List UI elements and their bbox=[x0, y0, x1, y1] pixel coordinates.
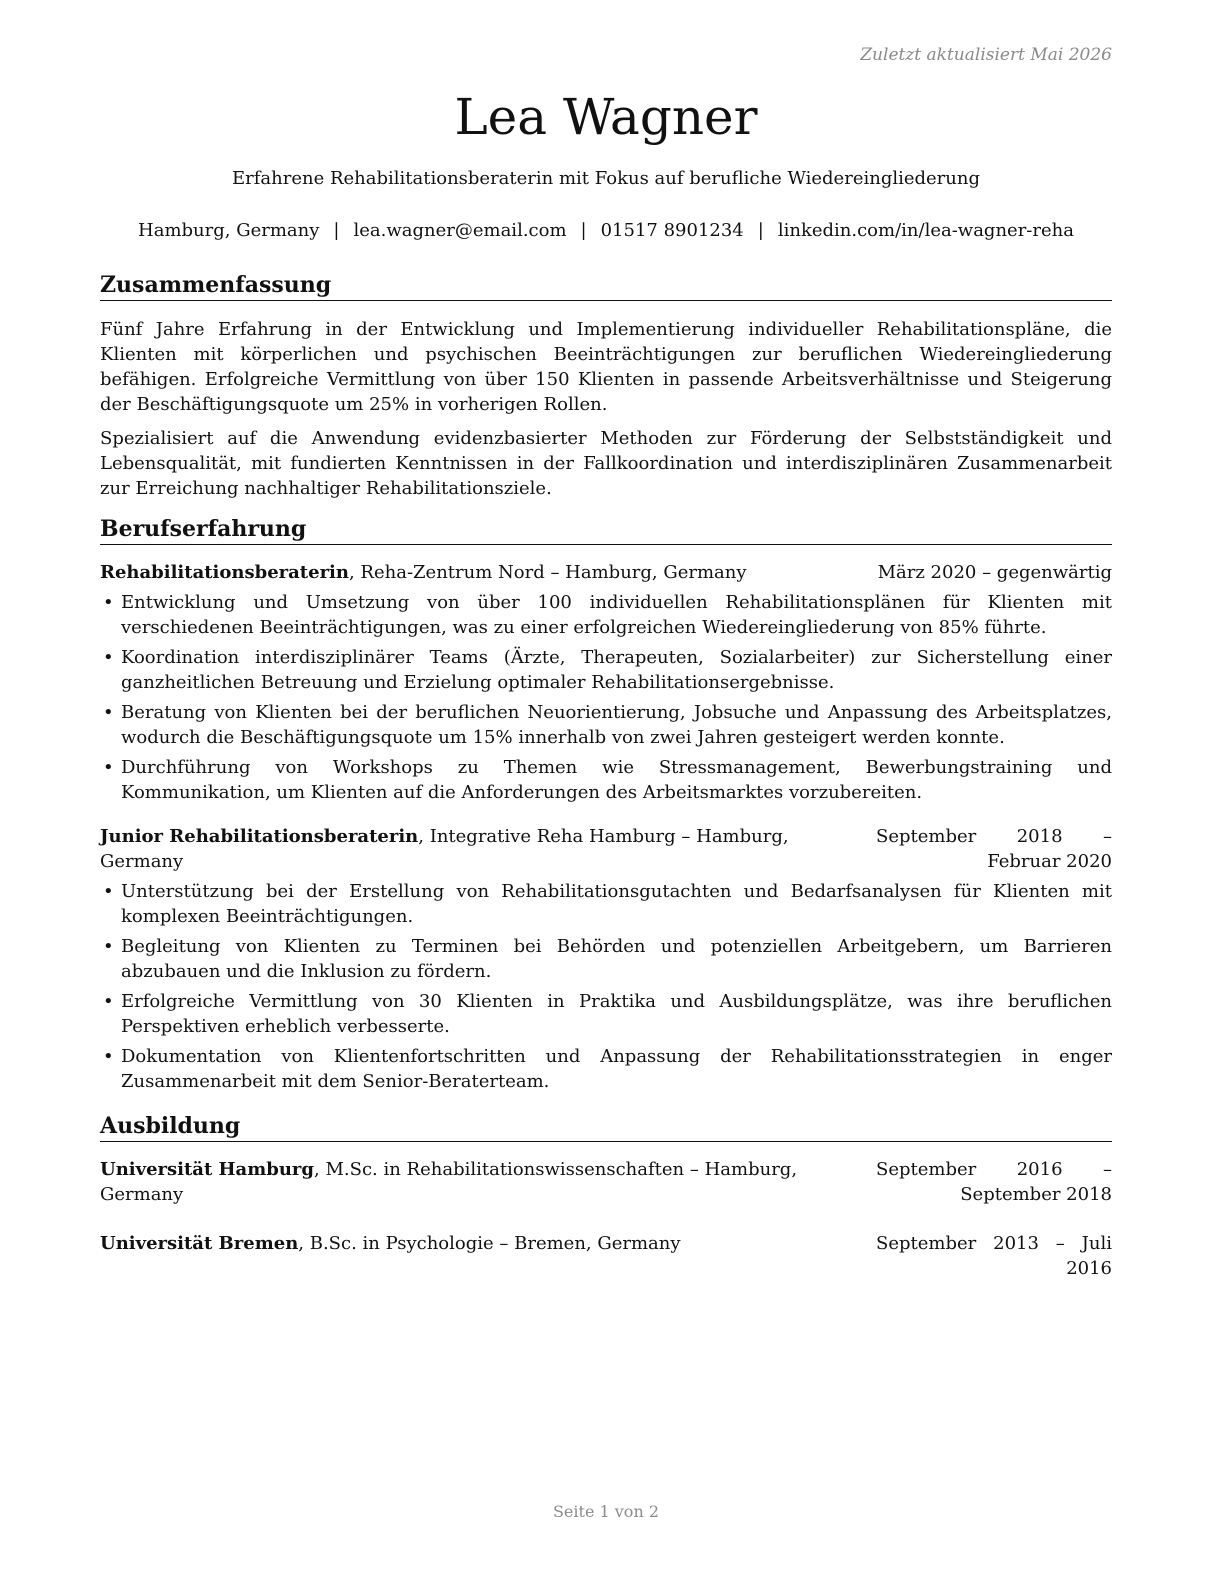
education-header bbox=[100, 1231, 1112, 1281]
job-organization: , Integrative Reha Hamburg – Hamburg, Germany bbox=[100, 826, 789, 872]
contact-separator: | bbox=[333, 220, 340, 241]
bullet-text: Begleitung von Klienten zu Terminen bei Behörden und potenziellen Arbeitgebern, um Barrieren abzubauen und die Inklusion zu fördern. bbox=[121, 936, 1112, 982]
job-role: Rehabilitationsberaterin bbox=[100, 562, 349, 583]
candidate-name: Lea Wagner bbox=[454, 88, 758, 146]
bullet-text: Durchführung von Workshops zu Themen wie Stressmanagement, Bewerbungstraining und Kommunikation, um Klienten auf die Anforderungen des Arbeitsmarktes vorzubereiten. bbox=[121, 757, 1112, 803]
bullet-text: Koordination interdisziplinärer Teams (Ärzte, Therapeuten, Sozialarbeiter) zur Sicherstellung einer ganzheitlichen Betreuung und Erzielung optimaler Rehabilitationsergebnisse. bbox=[121, 647, 1112, 693]
bullet-icon: • bbox=[103, 991, 114, 1012]
bullet-text: Beratung von Klienten bei der beruflichen Neuorientierung, Jobsuche und Anpassung des Arbeitsplatzes, wodurch die Beschäftigungsquote um 15% innerhalb von zwei Jahren gesteigert werden konnte. bbox=[121, 702, 1112, 748]
section-title-experience: Berufserfahrung bbox=[100, 515, 1112, 545]
bullet-text: Dokumentation von Klientenfortschritten und Anpassung der Rehabilitationsstrategien in enger Zusammenarbeit mit dem Senior-Beraterteam. bbox=[121, 1046, 1112, 1092]
education-degree: , B.Sc. in Psychologie – Bremen, Germany bbox=[298, 1233, 681, 1254]
education-degree: , M.Sc. in Rehabilitationswissenschaften – Hamburg, Germany bbox=[100, 1159, 798, 1205]
bullet-icon: • bbox=[103, 1046, 114, 1067]
education-header bbox=[100, 1157, 1112, 1207]
list-item bbox=[100, 590, 1112, 640]
bullet-icon: • bbox=[103, 592, 114, 613]
bullet-text: Erfolgreiche Vermittlung von 30 Klienten in Praktika und Ausbildungsplätze, was ihre beruflichen Perspektiven erheblich verbesserte. bbox=[121, 991, 1112, 1037]
bullet-icon: • bbox=[103, 936, 114, 957]
experience-section bbox=[100, 515, 1112, 1099]
job-bullets bbox=[100, 590, 1112, 805]
list-item bbox=[100, 645, 1112, 695]
bullet-text: Unterstützung bei der Erstellung von Rehabilitationsgutachten und Bedarfsanalysen für Klienten mit komplexen Beeinträchtigungen. bbox=[121, 881, 1112, 927]
bullet-icon: • bbox=[103, 647, 114, 668]
last-updated: Zuletzt aktualisiert Mai 2026 bbox=[860, 45, 1112, 65]
education-school: Universität Hamburg bbox=[100, 1159, 315, 1180]
job-header bbox=[100, 560, 1112, 585]
contact-separator: | bbox=[757, 220, 764, 241]
contact-phone: 01517 8901234 bbox=[600, 220, 744, 241]
section-title-summary: Zusammenfassung bbox=[100, 271, 1112, 301]
job-header bbox=[100, 824, 1112, 874]
section-title-education: Ausbildung bbox=[100, 1112, 1112, 1142]
job-bullets bbox=[100, 879, 1112, 1094]
job-entry bbox=[100, 824, 1112, 1094]
bullet-icon: • bbox=[103, 702, 114, 723]
job-entry bbox=[100, 560, 1112, 805]
education-section bbox=[100, 1112, 1112, 1281]
list-item bbox=[100, 755, 1112, 805]
contact-line bbox=[100, 219, 1112, 243]
resume-page bbox=[100, 0, 1112, 1584]
list-item bbox=[100, 989, 1112, 1039]
list-item bbox=[100, 934, 1112, 984]
job-dates: März 2020 – gegenwärtig bbox=[877, 562, 1112, 583]
contact-linkedin[interactable]: linkedin.com/in/lea-wagner-reha bbox=[777, 220, 1074, 241]
education-dates: September 2013 – Juli 2016 bbox=[876, 1233, 1112, 1279]
summary-paragraph: Spezialisiert auf die Anwendung evidenzbasierter Methoden zur Förderung der Selbstständigkeit und Lebensqualität, mit fundierten Kenntnissen in der Fallkoordination und interdisziplinären Zusammenarbeit zur Erreichung nachhaltiger Rehabilitationsziele. bbox=[100, 428, 1112, 499]
contact-separator: | bbox=[580, 220, 587, 241]
bullet-icon: • bbox=[103, 757, 114, 778]
education-entry bbox=[100, 1157, 1112, 1207]
list-item bbox=[100, 879, 1112, 929]
contact-email[interactable]: lea.wagner@email.com bbox=[353, 220, 567, 241]
headline: Erfahrene Rehabilitationsberaterin mit Fokus auf berufliche Wiedereingliederung bbox=[232, 168, 980, 189]
summary-paragraph: Fünf Jahre Erfahrung in der Entwicklung und Implementierung individueller Rehabilitationspläne, die Klienten mit körperlichen und psychischen Beeinträchtigungen zur beruflichen Wiedereingliederung befähigen. Erfolgreiche Vermittlung von über 150 Klienten in passende Arbeitsverhältnisse und Steigerung der Beschäftigungsquote um 25% in vorherigen Rollen. bbox=[100, 319, 1112, 415]
list-item bbox=[100, 700, 1112, 750]
bullet-text: Entwicklung und Umsetzung von über 100 individuellen Rehabilitationsplänen für Klienten mit verschiedenen Beeinträchtigungen, was zu einer erfolgreichen Wiedereingliederung von 85% führte. bbox=[121, 592, 1112, 638]
job-role: Junior Rehabilitationsberaterin bbox=[100, 826, 419, 847]
list-item bbox=[100, 1044, 1112, 1094]
education-dates: September 2016 – September 2018 bbox=[876, 1159, 1112, 1205]
job-dates: September 2018 – Februar 2020 bbox=[876, 826, 1112, 872]
bullet-icon: • bbox=[103, 881, 114, 902]
page-number: Seite 1 von 2 bbox=[552, 1502, 660, 1521]
education-school: Universität Bremen bbox=[100, 1233, 299, 1254]
summary-section bbox=[100, 271, 1112, 501]
education-entry bbox=[100, 1231, 1112, 1281]
contact-location: Hamburg, Germany bbox=[138, 220, 320, 241]
job-organization: , Reha-Zentrum Nord – Hamburg, Germany bbox=[348, 562, 747, 583]
